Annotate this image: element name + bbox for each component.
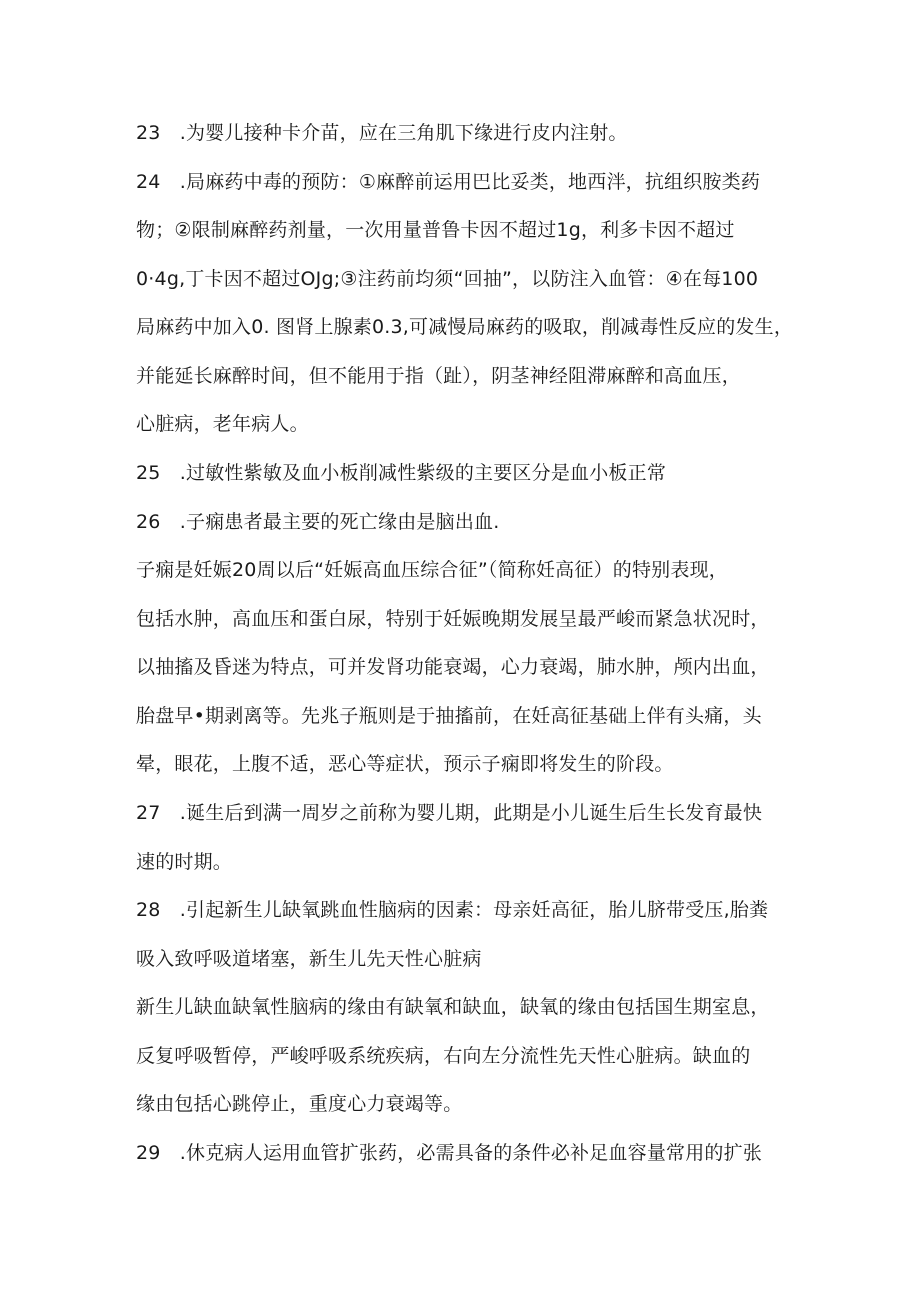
text-line: 0·4g,丁卡因不超过OJg;③注药前均须“回抽”，以防注入血管：④在每100 <box>136 268 759 290</box>
text-line: 29 .休克病人运用血管扩张药，必需具备的条件必补足血容量常用的扩张 <box>136 1142 763 1164</box>
text-line: 速的时期。 <box>136 851 233 873</box>
text-line: 缘由包括心跳停止，重度心力衰竭等。 <box>136 1093 463 1115</box>
text-line: 包括水肿，高血压和蛋白尿，特别于妊娠晚期发展呈最严峻而紧急状况时， <box>136 608 770 630</box>
text-line: 23 .为婴儿接种卡介苗，应在三角肌下缘进行皮内注射。 <box>136 122 628 144</box>
text-line: 物；②限制麻醉药剂量，一次用量普鲁卡因不超过1g，利多卡因不超过 <box>136 219 735 241</box>
text-line: 27 .诞生后到满一周岁之前称为婴儿期，此期是小儿诞生后生长发育最快 <box>136 802 763 824</box>
text-line: 胎盘早•期剥离等。先兆子瓶则是于抽搐前，在妊高征基础上伴有头痛，头 <box>136 705 762 727</box>
text-line: 心脏病，老年病人。 <box>136 413 309 435</box>
text-line: 24 .局麻药中毒的预防：①麻醉前运用巴比妥类，地西泮，抗组织胺类药 <box>136 171 761 193</box>
text-line: 25 .过敏性紫敏及血小板削减性紫级的主要区分是血小板正常 <box>136 462 667 484</box>
text-line: 新生儿缺血缺氧性脑病的缘由有缺氧和缺血，缺氧的缘由包括国生期室息， <box>136 996 770 1018</box>
text-line: 28 .引起新生儿缺氧跳血性脑病的因素：母亲妊高征，胎儿脐带受压,胎粪 <box>136 899 769 921</box>
text-line: 晕，眼花，上腹不适，恶心等症状，预示子痫即将发生的阶段。 <box>136 753 674 775</box>
text-line: 以抽搐及昏迷为特点，可并发肾功能衰竭，心力衰竭，肺水肿，颅内出血， <box>136 656 770 678</box>
text-line: 并能延长麻醉时间，但不能用于指（趾），阴茎神经阻滞麻醉和高血压， <box>136 365 741 387</box>
text-line: 吸入致呼吸道堵塞，新生儿先天性心脏病 <box>136 948 482 970</box>
text-line: 26 .子痫患者最主要的死亡缘由是脑出血. <box>136 511 500 533</box>
text-line: 反复呼吸暂停，严峻呼吸系统疾病，右向左分流性先天性心脏病。缺血的 <box>136 1045 751 1067</box>
text-line: 子痫是妊娠20周以后“妊娠高血压综合征”（简称妊高征）的特别表现， <box>136 559 728 581</box>
text-line: 局麻药中加入0. 图肾上腺素0.3,可减慢局麻药的吸取，削减毒性反应的发生， <box>136 316 794 338</box>
